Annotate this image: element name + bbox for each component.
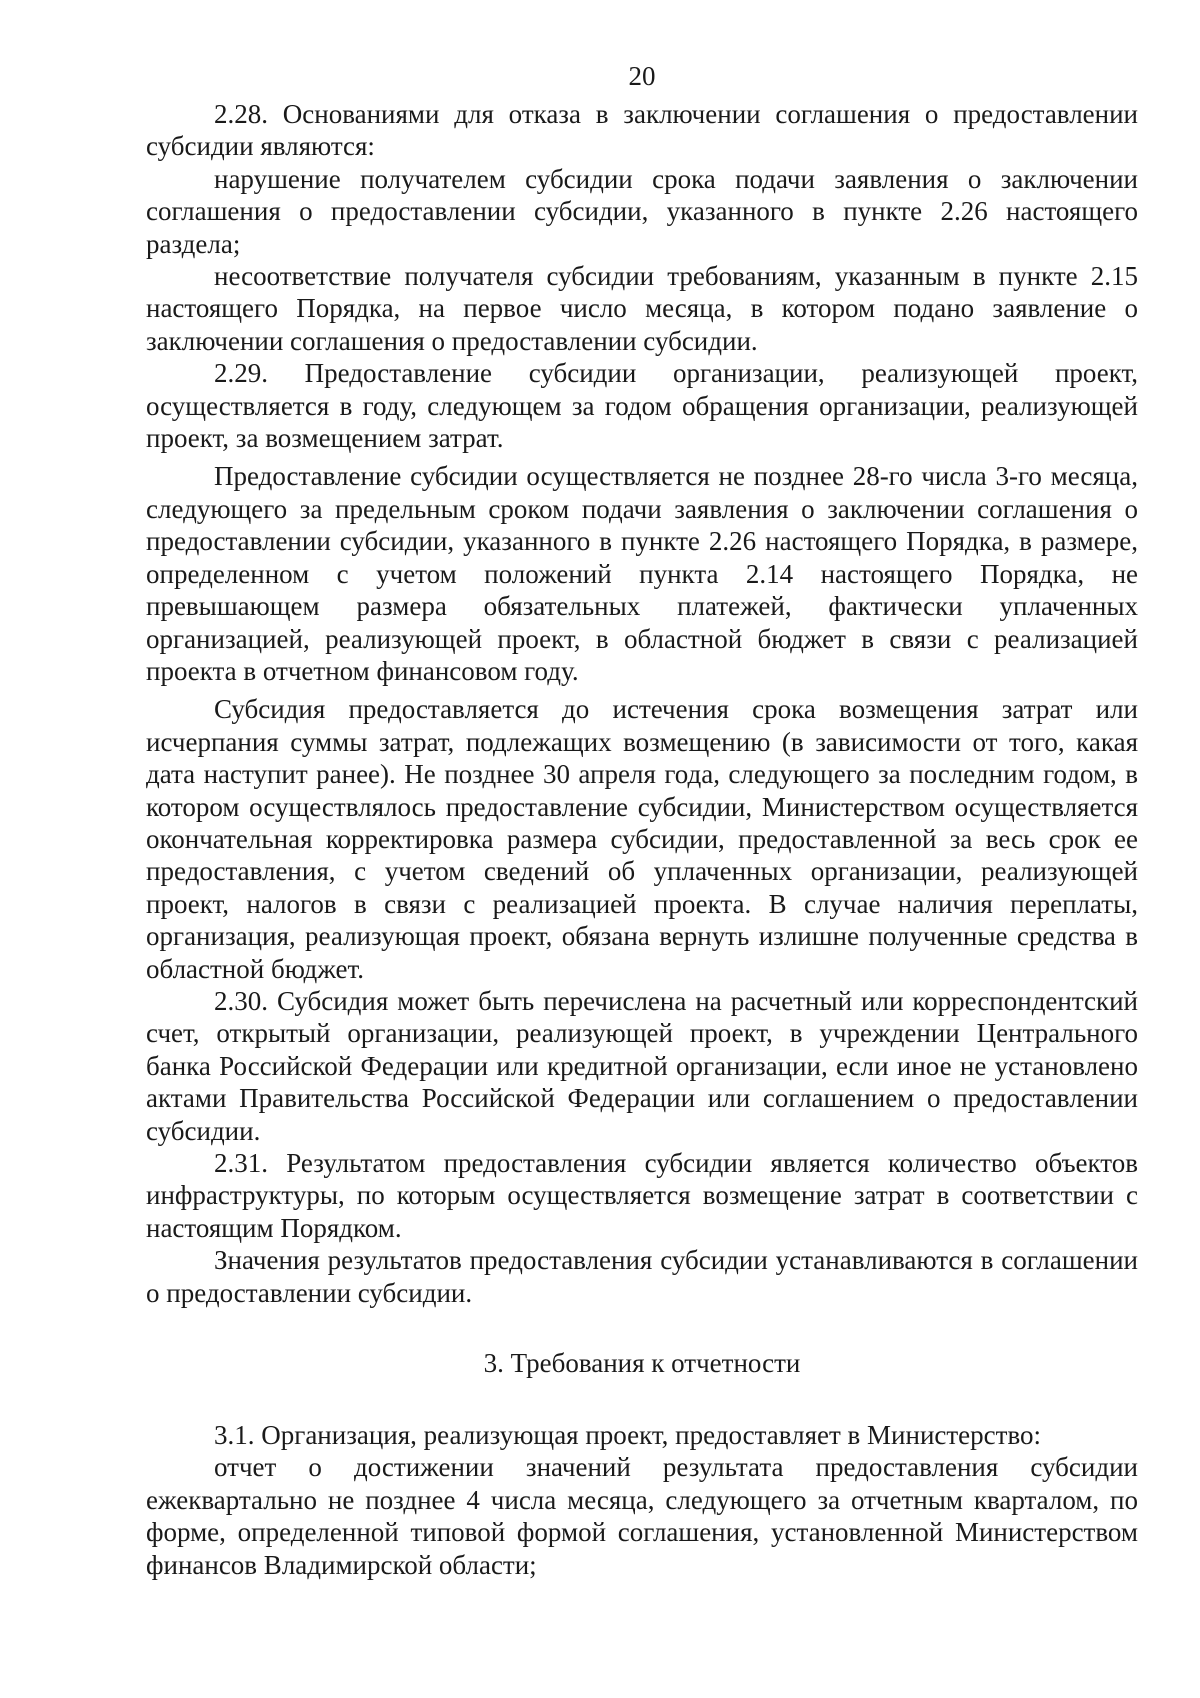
paragraph-2-29-timing: Предоставление субсидии осуществляется не позднее 28-го числа 3-го месяца, следующего за предельным сроком подачи заявления о заключении соглашения о предоставлении субсидии, указанного в пункте 2.26 настоящего Порядка, в размере, определенном с учетом положений пункта 2.14 настоящего Порядка, не превышающем размера обязательных платежей, фактически уплаченных организацией, реализующей проект, в областной бюджет в связи с реализацией проекта в отчетном финансовом году. [146,461,1138,686]
paragraph-3-1-report: отчет о достижении значений результата предоставления субсидии ежеквартально не позднее 4 числа месяца, следующего за отчетным кварталом, по форме, определенной типовой формой соглашения, установленной Министерством финансов Владимирской области; [146,1452,1138,1580]
paragraph-2-29-adjustment: Субсидия предоставляется до истечения срока возмещения затрат или исчерпания суммы затрат, подлежащих возмещению (в зависимости от того, какая дата наступит ранее). Не позднее 30 апреля года, следующего за последним годом, в котором осуществлялось предоставление субсидии, Министерством осуществляется окончательная корректировка размера субсидии, предоставленной за весь срок ее предоставления, с учетом сведений об уплаченных организации, реализующей проект, налогов в связи с реализацией проекта. В случае наличия переплаты, организация, реализующая проект, обязана вернуть излишне полученные средства в областной бюджет. [146,694,1138,984]
document-page [146,60,1138,1581]
section-3-title: 3. Требования к отчетности [483,1348,801,1379]
paragraph-2-28: 2.28. Основаниями для отказа в заключении соглашения о предоставлении субсидии являются: [146,99,1138,162]
paragraph-2-29: 2.29. Предоставление субсидии организации, реализующей проект, осуществляется в году, следующем за годом обращения организации, реализующей проект, за возмещением затрат. [146,358,1138,454]
paragraph-3-1: 3.1. Организация, реализующая проект, предоставляет в Министерство: [214,1420,1042,1451]
paragraph-2-28-ground-2: несоответствие получателя субсидии требованиям, указанным в пункте 2.15 настоящего Порядка, на первое число месяца, в котором подано заявление о заключении соглашения о предоставлении субсидии. [146,261,1138,356]
page-number: 20 [628,61,656,91]
paragraph-2-31-values: Значения результатов предоставления субсидии устанавливаются в соглашении о предоставлении субсидии. [146,1245,1138,1308]
paragraph-2-28-ground-1: нарушение получателем субсидии срока подачи заявления о заключении соглашения о предоставлении субсидии, указанного в пункте 2.26 настоящего раздела; [146,163,1138,259]
paragraph-2-31: 2.31. Результатом предоставления субсидии является количество объектов инфраструктуры, по которым осуществляется возмещение затрат в соответствии с настоящим Порядком. [146,1148,1138,1243]
paragraph-2-30: 2.30. Субсидия может быть перечислена на расчетный или корреспондентский счет, открытый организации, реализующей проект, в учреждении Центрального банка Российской Федерации или кредитной организации, если иное не установлено актами Правительства Российской Федерации или соглашением о предоставлении субсидии. [146,985,1138,1146]
